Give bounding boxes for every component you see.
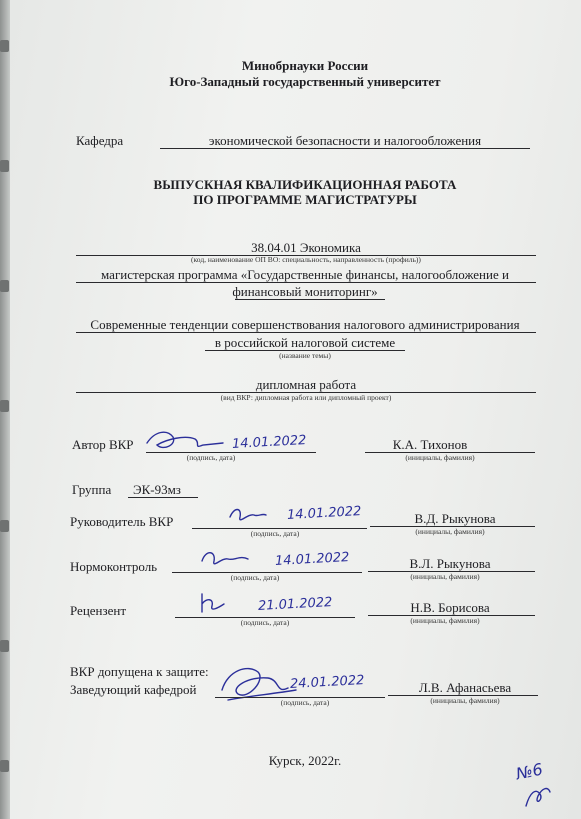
head-of-department-name: Л.В. Афанасьева — [418, 680, 512, 695]
author-label: Автор ВКР — [72, 437, 134, 452]
document-title-line2: ПО ПРОГРАММЕ МАГИСТРАТУРЫ — [193, 192, 417, 207]
reviewer-name-caption: (инициалы, фамилия) — [410, 616, 480, 625]
binding-hole — [0, 400, 9, 412]
work-type-caption: (вид ВКР: дипломная работа или дипломный проект) — [220, 393, 392, 402]
author-signature — [145, 425, 225, 455]
supervisor-signature — [228, 503, 268, 527]
reviewer-name: Н.В. Борисова — [410, 600, 490, 615]
normcontrol-name: В.Л. Рыкунова — [409, 556, 491, 571]
topic-line2: в российской налоговой системе — [214, 335, 396, 350]
head-of-department-date: 24.01.2022 — [289, 673, 365, 692]
group-value: ЭК-93мз — [133, 482, 181, 497]
normcontrol-name-caption: (инициалы, фамилия) — [410, 572, 480, 581]
group-label: Группа — [72, 482, 112, 497]
author-name: К.А. Тихонов — [392, 437, 468, 452]
normcontrol-date: 14.01.2022 — [274, 550, 350, 569]
head-of-department-label: Заведующий кафедрой — [70, 682, 197, 697]
binding-hole — [0, 520, 9, 532]
supervisor-name: В.Д. Рыкунова — [414, 511, 496, 526]
program-profile-underline2 — [235, 299, 385, 300]
binding-hole — [0, 640, 9, 652]
author-name-caption: (инициалы, фамилия) — [405, 453, 475, 462]
author-sign-caption: (подпись, дата) — [186, 453, 236, 462]
admission-label: ВКР допущена к защите: — [70, 664, 209, 679]
supervisor-sign-caption: (подпись, дата) — [250, 529, 300, 538]
university-name: Юго-Западный государственный университет — [169, 74, 441, 89]
group-underline — [128, 497, 198, 498]
normcontrol-sign-caption: (подпись, дата) — [230, 573, 280, 582]
program-code-caption: (код, наименование ОП ВО: специальность, направленность (профиль)) — [191, 255, 421, 264]
reviewer-signature — [196, 590, 226, 616]
department-underline — [160, 148, 530, 149]
reviewer-sign-caption: (подпись, дата) — [240, 618, 290, 627]
topic-underline1 — [76, 332, 536, 333]
program-profile-line1: магистерская программа «Государственные финансы, налогообложение и — [101, 267, 509, 282]
supervisor-date: 14.01.2022 — [286, 504, 362, 523]
handwritten-initials — [522, 782, 552, 812]
program-profile-underline1 — [76, 282, 536, 283]
topic-caption: (название темы) — [279, 351, 331, 360]
head-sign-caption: (подпись, дата) — [280, 698, 330, 707]
binding-hole — [0, 280, 9, 292]
head-name-caption: (инициалы, фамилия) — [430, 696, 500, 705]
city-year: Курск, 2022г. — [268, 753, 342, 768]
program-profile-line2: финансовый мониторинг» — [232, 284, 378, 299]
supervisor-name-caption: (инициалы, фамилия) — [415, 527, 485, 536]
reviewer-label: Рецензент — [70, 603, 127, 618]
normcontrol-signature — [200, 547, 250, 571]
document-title-line1: ВЫПУСКНАЯ КВАЛИФИКАЦИОННАЯ РАБОТА — [153, 177, 457, 192]
author-date: 14.01.2022 — [231, 433, 307, 452]
binding-hole — [0, 160, 9, 172]
work-type-value: дипломная работа — [255, 377, 357, 392]
department-value: экономической безопасности и налогообложения — [208, 133, 482, 148]
ministry-name: Минобрнауки России — [241, 58, 369, 73]
topic-line1: Современные тенденции совершенствования налогового администрирования — [90, 317, 520, 332]
handwritten-note: №6 — [514, 759, 545, 784]
reviewer-date: 21.01.2022 — [257, 595, 333, 614]
normcontrol-label: Нормоконтроль — [70, 559, 158, 574]
department-label: Кафедра — [76, 133, 124, 148]
supervisor-label: Руководитель ВКР — [70, 514, 174, 529]
binding-hole — [0, 40, 9, 52]
program-code: 38.04.01 Экономика — [251, 240, 361, 255]
